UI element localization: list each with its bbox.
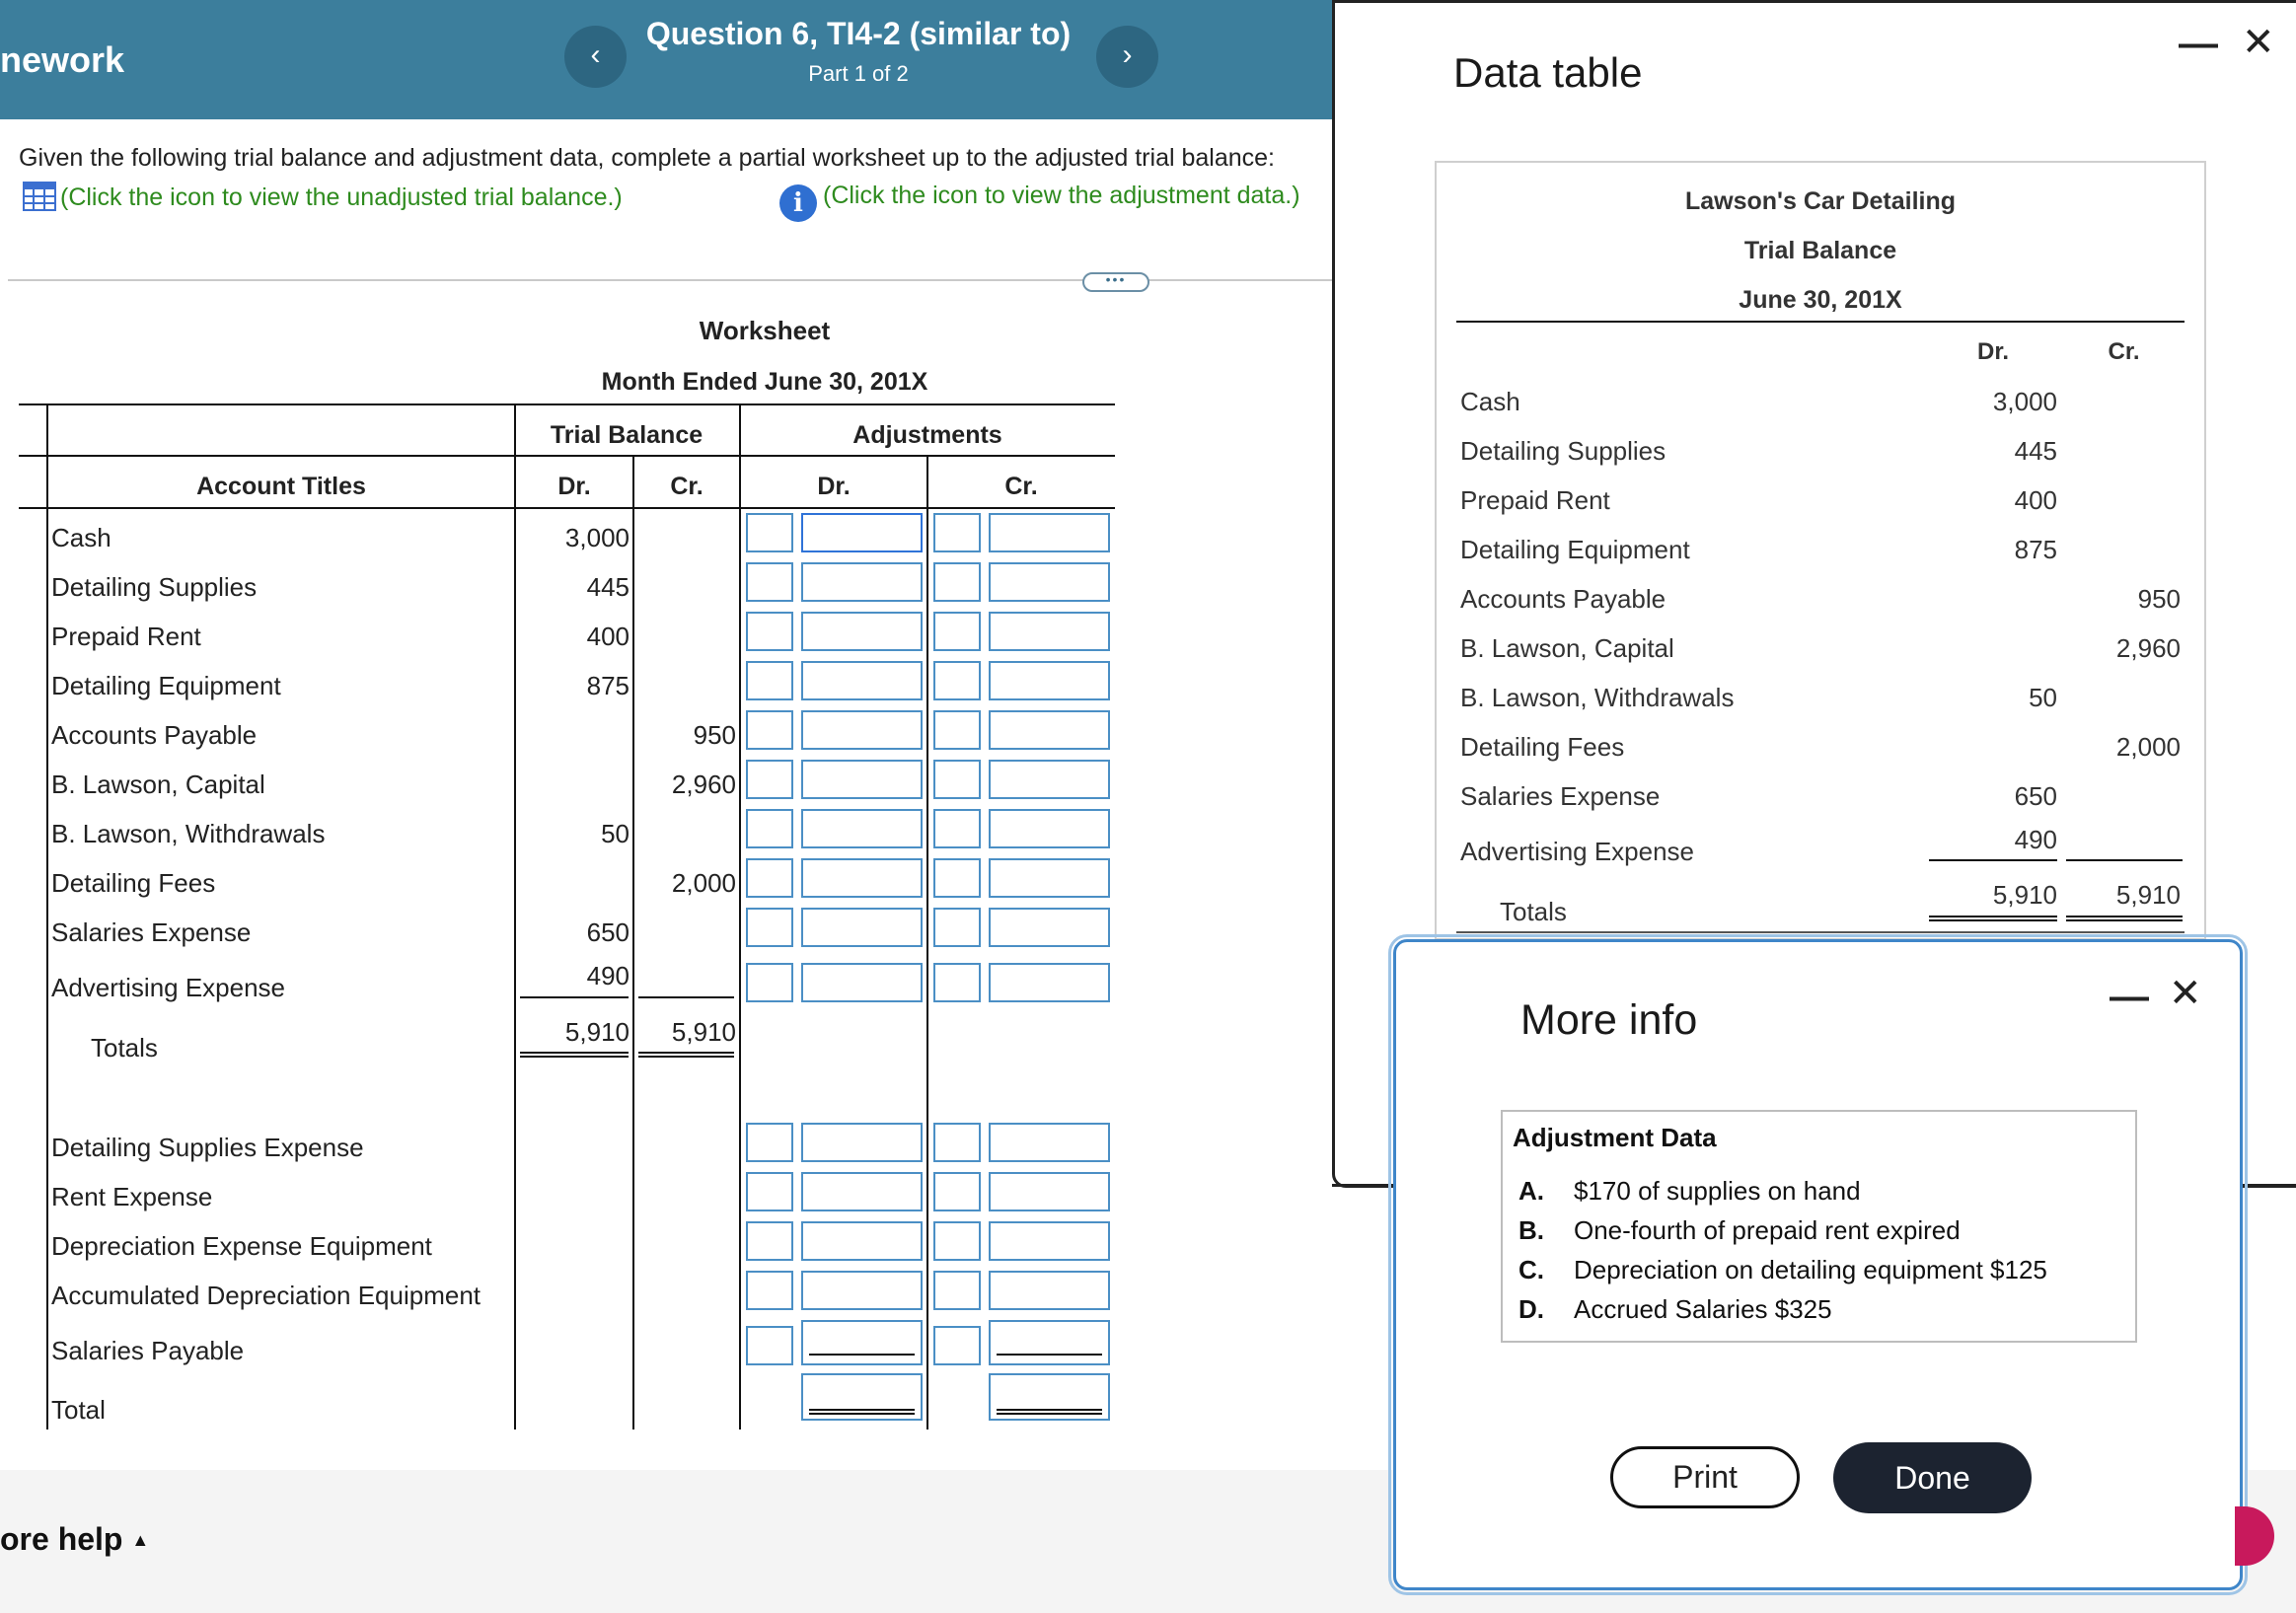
ws-tb-cr-total: 5,910: [671, 1017, 736, 1047]
adj-dr-ref-input[interactable]: [746, 858, 793, 898]
ws-tb-dr-cash: 3,000: [564, 523, 630, 552]
adjustment-text-b: One-fourth of prepaid rent expired: [1574, 1215, 1961, 1245]
adj-dr-ref-input[interactable]: [746, 1123, 793, 1162]
ws-account-cash: Cash: [51, 523, 111, 552]
ws-account-rent-expense: Rent Expense: [51, 1182, 213, 1211]
ws-tb-dr-salaries: 650: [586, 917, 630, 947]
adj-dr-amount-input[interactable]: [801, 858, 923, 898]
tb-header-rule: [1456, 321, 2185, 323]
adj-cr-ref-input[interactable]: [933, 963, 981, 1002]
adj-cr-amount-input[interactable]: [989, 661, 1110, 700]
tb-dr-header: Dr.: [1976, 338, 2009, 365]
more-help-label[interactable]: ore help: [0, 1521, 123, 1557]
adj-dr-amount-input[interactable]: [801, 1172, 923, 1211]
ws-account-detailing-fees: Detailing Fees: [51, 868, 216, 898]
ws-total-label: Total: [51, 1395, 106, 1425]
ws-tb-dr-equipment: 875: [586, 671, 630, 700]
adjustment-letter-c: C.: [1518, 1255, 1544, 1284]
adj-cr-amount-input[interactable]: [989, 1221, 1110, 1261]
adj-dr-amount-input[interactable]: [801, 809, 923, 848]
tb-company-name: Lawson's Car Detailing: [1684, 187, 1957, 215]
homework-title: nework: [0, 39, 125, 80]
tb-dr-withdrawals: 50: [2029, 683, 2057, 712]
adjustments-header: Adjustments: [852, 421, 1002, 449]
adj-dr-amount-input[interactable]: [801, 908, 923, 947]
ws-tb-dr-withdrawals: 50: [601, 819, 630, 848]
adj-cr-ref-input[interactable]: [933, 1326, 981, 1365]
tb-account-accounts-payable: Accounts Payable: [1460, 584, 1666, 614]
tb-cr-double-rule: [2066, 916, 2183, 921]
adj-dr-ref-input[interactable]: [746, 963, 793, 1002]
adj-cr-amount-input[interactable]: [989, 760, 1110, 799]
tb-cr-header: Cr.: [2108, 338, 2140, 365]
ws-account-salaries-payable: Salaries Payable: [51, 1336, 245, 1365]
ws-cr-double-rule: [638, 1052, 734, 1058]
adj-dr-amount-input[interactable]: [801, 1271, 923, 1310]
ws-tb-dr-prepaid-rent: 400: [586, 622, 630, 651]
adj-cr-ref-input[interactable]: [933, 710, 981, 750]
expand-ellipsis-button[interactable]: •••: [1082, 272, 1149, 292]
tb-dr-underline: [1929, 859, 2057, 861]
adj-dr-ref-input[interactable]: [746, 661, 793, 700]
ws-account-detailing-supplies: Detailing Supplies: [51, 572, 258, 602]
adj-cr-amount-input[interactable]: [989, 612, 1110, 651]
ws-rule-header: [19, 507, 1115, 509]
adj-cr-ref-input[interactable]: [933, 1172, 981, 1211]
tb-dr-supplies: 445: [2014, 436, 2057, 466]
ws-account-capital: B. Lawson, Capital: [51, 770, 265, 799]
adj-dr-ref-input[interactable]: [746, 908, 793, 947]
caret-up-icon: ▲: [131, 1530, 150, 1550]
adj-cr-ref-input[interactable]: [933, 513, 981, 552]
ws-account-accumulated-depreciation: Accumulated Depreciation Equipment: [51, 1281, 481, 1310]
adjustment-link-text[interactable]: (Click the icon to view the adjustment data.): [823, 182, 1300, 209]
adj-dr-ref-input[interactable]: [746, 710, 793, 750]
adj-dr-header: Dr.: [817, 473, 851, 500]
tb-cr-total: 5,910: [2115, 880, 2181, 910]
tb-account-detailing-supplies: Detailing Supplies: [1460, 436, 1666, 466]
ws-vline-2: [514, 403, 516, 1430]
ws-tb-dr-advertising: 490: [586, 961, 630, 990]
instructions-text: Given the following trial balance and adjustment data, complete a partial worksheet up to the adjusted trial balance:: [19, 144, 1275, 172]
tb-cr-underline: [2066, 859, 2183, 861]
ws-account-advertising-expense: Advertising Expense: [51, 973, 286, 1002]
adj-cr-amount-input[interactable]: [989, 513, 1110, 552]
tb-dr-header: Dr.: [557, 473, 591, 500]
account-titles-header: Account Titles: [196, 473, 366, 500]
adj-cr-ref-input[interactable]: [933, 760, 981, 799]
ws-rule-top: [19, 403, 1115, 405]
more-info-title: More info: [1520, 996, 1698, 1044]
adjustment-text-d: Accrued Salaries $325: [1574, 1294, 1832, 1324]
adjustment-data-title: Adjustment Data: [1513, 1123, 1717, 1152]
close-icon[interactable]: ✕: [2242, 21, 2275, 64]
adj-cr-ref-input[interactable]: [933, 858, 981, 898]
info-icon[interactable]: i: [779, 184, 817, 222]
adj-dr-amount-input[interactable]: [801, 1123, 923, 1162]
adj-cr-ref-input[interactable]: [933, 562, 981, 602]
question-title: Question 6, TI4-2 (similar to): [645, 16, 1072, 51]
print-button[interactable]: Print: [1610, 1446, 1800, 1508]
minimize-icon[interactable]: —: [2110, 975, 2149, 1018]
ws-account-prepaid-rent: Prepaid Rent: [51, 622, 201, 651]
ws-tb-cr-capital: 2,960: [671, 770, 736, 799]
adj-cr-amount-input[interactable]: [989, 1271, 1110, 1310]
ws-tb-cr-accounts-payable: 950: [693, 720, 736, 750]
ws-account-supplies-expense: Detailing Supplies Expense: [51, 1133, 364, 1162]
table-grid-icon[interactable]: [23, 182, 56, 211]
adj-cr-amount-input[interactable]: [989, 562, 1110, 602]
adj-dr-ref-input[interactable]: [746, 562, 793, 602]
adj-cr-amount-input[interactable]: [989, 908, 1110, 947]
ws-vline-4: [739, 403, 741, 1430]
adj-cr-amount-input[interactable]: [989, 858, 1110, 898]
adj-cr-underline: [997, 1354, 1102, 1356]
done-button[interactable]: Done: [1833, 1442, 2032, 1513]
tb-account-withdrawals: B. Lawson, Withdrawals: [1460, 683, 1735, 712]
ws-account-salaries-expense: Salaries Expense: [51, 917, 252, 947]
adj-cr-ref-input[interactable]: [933, 612, 981, 651]
ws-dr-underline: [520, 996, 629, 998]
data-table-title: Data table: [1453, 49, 1643, 96]
worksheet-title: Worksheet: [699, 316, 831, 345]
adj-dr-underline: [809, 1354, 915, 1356]
adj-cr-ref-input[interactable]: [933, 1271, 981, 1310]
ws-account-depreciation-expense: Depreciation Expense Equipment: [51, 1231, 432, 1261]
adj-dr-amount-input[interactable]: [801, 612, 923, 651]
ws-dr-double-rule: [520, 1052, 629, 1058]
adj-cr-amount-input[interactable]: [989, 710, 1110, 750]
adj-dr-ref-input[interactable]: [746, 1271, 793, 1310]
ws-vline-1: [46, 403, 48, 1430]
adj-dr-ref-input[interactable]: [746, 809, 793, 848]
adj-cr-amount-input[interactable]: [989, 1320, 1110, 1365]
adjustment-text-c: Depreciation on detailing equipment $125: [1574, 1255, 2047, 1284]
tb-statement-name: Trial Balance: [1743, 237, 1897, 264]
ws-account-detailing-equipment: Detailing Equipment: [51, 671, 281, 700]
ws-account-withdrawals: B. Lawson, Withdrawals: [51, 819, 326, 848]
adj-dr-amount-input[interactable]: [801, 513, 923, 552]
tb-account-cash: Cash: [1460, 387, 1520, 416]
question-part: Part 1 of 2: [808, 61, 909, 86]
close-icon[interactable]: ✕: [2169, 972, 2202, 1015]
adj-cr-amount-input[interactable]: [989, 1172, 1110, 1211]
tb-account-prepaid-rent: Prepaid Rent: [1460, 485, 1610, 515]
adj-cr-amount-input[interactable]: [989, 963, 1110, 1002]
ws-tb-dr-supplies: 445: [586, 572, 630, 602]
adj-cr-amount-input[interactable]: [989, 1123, 1110, 1162]
tb-dr-cash: 3,000: [1992, 387, 2057, 416]
adj-cr-amount-input[interactable]: [989, 809, 1110, 848]
tb-dr-advertising: 490: [2014, 825, 2057, 854]
ws-totals-label: Totals: [91, 1033, 158, 1063]
adj-cr-ref-input[interactable]: [933, 1221, 981, 1261]
tb-account-detailing-fees: Detailing Fees: [1460, 732, 1625, 762]
adj-dr-amount-input[interactable]: [801, 1221, 923, 1261]
adj-dr-amount-input[interactable]: [801, 661, 923, 700]
adj-dr-ref-input[interactable]: [746, 513, 793, 552]
tb-cr-capital: 2,960: [2115, 633, 2181, 663]
ws-vline-5: [926, 455, 928, 1430]
adjustment-text-a: $170 of supplies on hand: [1574, 1176, 1861, 1206]
adj-dr-amount-input[interactable]: [801, 710, 923, 750]
adj-cr-total-double-rule: [997, 1409, 1102, 1415]
ws-account-accounts-payable: Accounts Payable: [51, 720, 258, 750]
ws-tb-cr-detailing-fees: 2,000: [671, 868, 736, 898]
ws-vline-3: [632, 455, 634, 1430]
adj-cr-ref-input[interactable]: [933, 809, 981, 848]
ws-rule-group: [19, 455, 1115, 457]
adj-dr-amount-input[interactable]: [801, 760, 923, 799]
adj-dr-ref-input[interactable]: [746, 1172, 793, 1211]
adj-cr-ref-input[interactable]: [933, 1123, 981, 1162]
tb-dr-equipment: 875: [2014, 535, 2057, 564]
next-question-button[interactable]: [1096, 26, 1158, 88]
tb-cr-detailing-fees: 2,000: [2115, 732, 2181, 762]
tb-dr-prepaid-rent: 400: [2014, 485, 2057, 515]
more-help-button[interactable]: [0, 1521, 149, 1558]
tb-account-salaries-expense: Salaries Expense: [1460, 781, 1661, 811]
adj-dr-ref-input[interactable]: [746, 760, 793, 799]
tb-account-advertising-expense: Advertising Expense: [1460, 837, 1695, 866]
tb-totals-label: Totals: [1500, 897, 1567, 926]
adjustment-data-link[interactable]: [779, 182, 1300, 222]
tb-dr-total: 5,910: [1992, 880, 2057, 910]
adj-dr-amount-input[interactable]: [801, 963, 923, 1002]
tb-dr-double-rule: [1929, 916, 2057, 921]
adjustment-letter-b: B.: [1518, 1215, 1544, 1245]
tb-statement-date: June 30, 201X: [1739, 286, 1902, 314]
adj-dr-total-double-rule: [809, 1409, 915, 1415]
tb-bottom-rule: [1456, 931, 2185, 933]
tb-cr-header: Cr.: [670, 473, 704, 500]
tb-account-detailing-equipment: Detailing Equipment: [1460, 535, 1690, 564]
trial-balance-link[interactable]: [23, 182, 623, 212]
adj-cr-ref-input[interactable]: [933, 908, 981, 947]
adj-dr-ref-input[interactable]: [746, 612, 793, 651]
adj-dr-amount-input[interactable]: [801, 562, 923, 602]
ws-cr-underline: [638, 996, 734, 998]
trial-balance-header: Trial Balance: [550, 421, 704, 449]
chevron-right-icon: ›: [1122, 38, 1133, 71]
chevron-left-icon: ‹: [590, 38, 601, 71]
adj-dr-ref-input[interactable]: [746, 1326, 793, 1365]
trial-balance-link-text[interactable]: (Click the icon to view the unadjusted trial balance.): [60, 183, 623, 211]
tb-cr-accounts-payable: 950: [2137, 584, 2181, 614]
adjustment-letter-d: D.: [1518, 1294, 1544, 1324]
adj-dr-ref-input[interactable]: [746, 1221, 793, 1261]
adjustment-letter-a: A.: [1518, 1176, 1544, 1206]
adj-cr-ref-input[interactable]: [933, 661, 981, 700]
adj-dr-amount-input[interactable]: [801, 1320, 923, 1365]
tb-dr-salaries: 650: [2014, 781, 2057, 811]
worksheet-subtitle: Month Ended June 30, 201X: [601, 368, 928, 396]
ws-tb-dr-total: 5,910: [564, 1017, 630, 1047]
minimize-icon[interactable]: —: [2179, 22, 2218, 65]
tb-account-capital: B. Lawson, Capital: [1460, 633, 1674, 663]
adj-cr-header: Cr.: [1004, 473, 1038, 500]
